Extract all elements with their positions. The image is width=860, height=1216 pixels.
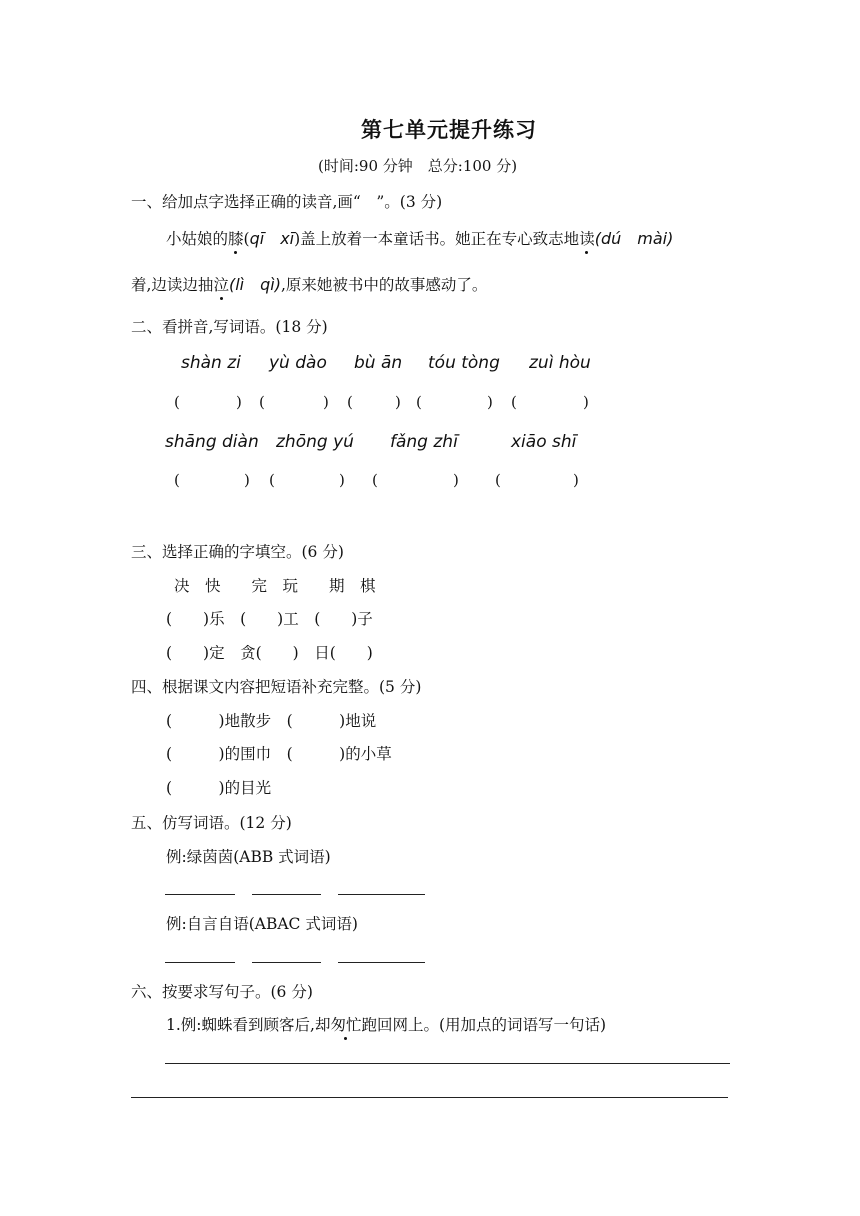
write-blank[interactable] [165,962,235,963]
pinyin-zhong-yu: zhōng yú [276,432,354,452]
answer-blank-close: ) [236,393,242,411]
example-abac: 例:自言自语(ABAC 式词语) [166,915,358,933]
pinyin-shang-dian: shāng diàn [165,432,259,452]
pinyin-options-3[interactable]: (lì qì) [228,275,281,294]
answer-blank[interactable]: ( [174,471,180,489]
pinyin-xiao-shi: xiāo shī [511,432,577,452]
phrase-line-1[interactable]: ( )地散步 ( )地说 [166,712,377,730]
answer-blank-close: ) [487,393,493,411]
sentence-answer-line[interactable] [165,1063,730,1064]
answer-blank-close: ) [244,471,250,489]
pinyin-zui-hou: zuì hòu [529,353,591,373]
pinyin-fang-zhi: fǎng zhī [390,432,458,452]
example-abb: 例:绿茵茵(ABB 式词语) [166,848,331,866]
page-title: 第七单元提升练习 [361,117,537,142]
dotted-char-qi: 泣 [213,273,229,295]
section-1-line-2 [131,272,487,295]
char-choices: 决 快 完 玩 期 棋 [174,577,376,595]
s1-open-paren: ( [243,230,250,248]
dotted-char-xi: 膝 [228,227,244,249]
dotted-word-congmang: 匆忙 [330,1013,361,1035]
section-2-heading: 二、看拼音,写词语。(18 分) [131,318,328,336]
answer-blank-close: ) [395,393,401,411]
exam-info: (时间:90 分钟 总分:100 分) [318,157,518,175]
fill-line-2[interactable]: ( )定 贪( ) 日( ) [166,644,373,662]
answer-blank[interactable]: ( [495,471,501,489]
write-blank[interactable] [252,962,321,963]
q1-text-b: 跑回网上。(用加点的词语写一句话) [361,1016,607,1034]
write-blank[interactable] [338,962,425,963]
answer-blank[interactable]: ( [259,393,265,411]
write-blank[interactable] [338,894,425,895]
pinyin-shan-zi: shàn zi [181,353,241,373]
write-blank[interactable] [252,894,321,895]
section-4-heading: 四、根据课文内容把短语补充完整。(5 分) [131,678,422,696]
answer-blank-close: ) [339,471,345,489]
phrase-line-3[interactable]: ( )的目光 [166,779,272,797]
answer-blank[interactable]: ( [416,393,422,411]
write-blank[interactable] [165,894,235,895]
section-3-heading: 三、选择正确的字填空。(6 分) [131,543,344,561]
answer-blank[interactable]: ( [347,393,353,411]
pinyin-options-2[interactable]: (dú mài) [594,229,674,248]
answer-blank-close: ) [573,471,579,489]
answer-blank-close: ) [453,471,459,489]
section-5-heading: 五、仿写词语。(12 分) [131,814,292,832]
answer-blank[interactable]: ( [511,393,517,411]
answer-blank-close: ) [583,393,589,411]
answer-blank[interactable]: ( [174,393,180,411]
pinyin-tou-tong: tóu tòng [428,353,500,373]
q1-text-a: 1.例:蜘蛛看到顾客后,却 [166,1016,331,1034]
pinyin-options-1[interactable]: qī xī [249,229,295,248]
s1-text-d: ,原来她被书中的故事感动了。 [280,276,488,294]
section-1-heading: 一、给加点字选择正确的读音,画“ ”。(3 分) [131,193,443,211]
s1-text-c: 着,边读边抽 [131,276,214,294]
sentence-answer-line[interactable] [131,1097,728,1098]
s1-text-a: 小姑娘的 [166,230,229,248]
pinyin-bu-an: bù ān [354,353,403,373]
section-6-heading: 六、按要求写句子。(6 分) [131,983,313,1001]
s1-text-b: )盖上放着一本童话书。她正在专心致志地 [294,230,580,248]
answer-blank[interactable]: ( [269,471,275,489]
fill-line-1[interactable]: ( )乐 ( )工 ( )子 [166,610,373,628]
answer-blank-close: ) [323,393,329,411]
question-1 [166,1013,606,1035]
phrase-line-2[interactable]: ( )的围巾 ( )的小草 [166,745,392,763]
dotted-char-du: 读 [579,227,595,249]
pinyin-yu-dao: yù dào [269,353,327,373]
section-1-line-1 [166,226,673,249]
answer-blank[interactable]: ( [372,471,378,489]
